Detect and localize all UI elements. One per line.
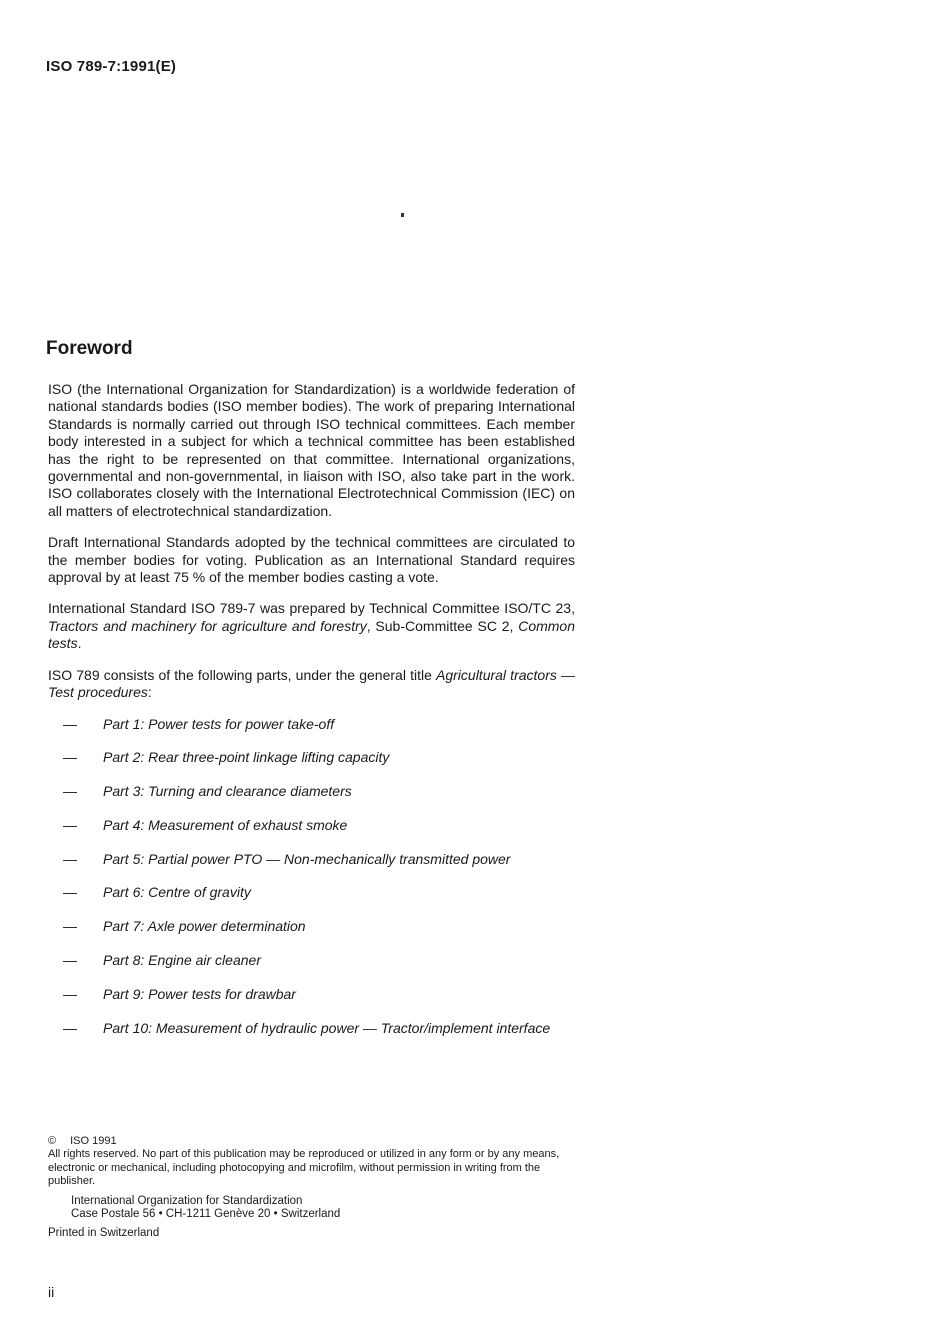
list-item — [48, 952, 575, 969]
part-title: Part 5: Partial power PTO — Non-mechanically transmitted power — [103, 850, 511, 867]
foreword-heading: Foreword — [46, 338, 133, 359]
dash-bullet: — — [63, 884, 77, 901]
series-general-title: Agricultural tractors — Test procedures — [48, 666, 576, 701]
copyright-block — [48, 1135, 578, 1241]
parts-list — [48, 716, 575, 1038]
sc-title: Common tests — [48, 617, 575, 652]
printed-in: Printed in Switzerland — [48, 1227, 160, 1240]
copyright-symbol: © — [48, 1135, 57, 1147]
part-title: Part 10: Measurement of hydraulic power — Tractor/implement interface — [103, 1019, 551, 1036]
list-item — [48, 817, 575, 834]
list-item — [48, 749, 575, 766]
part-title: Part 8: Engine air cleaner — [103, 952, 261, 969]
dash-bullet: — — [63, 952, 77, 969]
part-title: Part 1: Power tests for power take-off — [103, 715, 335, 732]
postal-address: Case Postale 56 • CH-1211 Genève 20 • Switzerland — [71, 1208, 341, 1221]
foreword-body — [48, 381, 575, 1053]
series-intro-text: ISO 789 consists of the following parts, under the general title — [48, 666, 437, 683]
dash-bullet: — — [63, 715, 77, 732]
list-item — [48, 1020, 575, 1037]
series-intro-end: : — [147, 684, 152, 701]
paragraph-draft-standards: Draft International Standards adopted by the technical committees are circulated to the member bodies for voting. Publication as an International Standard requires approval by at least 75 % of the member bodies casting a vote. — [48, 534, 575, 586]
publisher-address — [71, 1195, 578, 1222]
list-item — [48, 918, 575, 935]
part-title: Part 7: Axle power determination — [103, 918, 306, 935]
dash-bullet: — — [63, 1019, 77, 1036]
prepared-by-text-2: , Sub-Committee SC 2, — [366, 617, 519, 634]
part-title: Part 2: Rear three-point linkage lifting capacity — [103, 749, 390, 766]
dash-bullet: — — [63, 816, 77, 833]
publisher-name: International Organization for Standardization — [71, 1194, 303, 1207]
list-item — [48, 986, 575, 1003]
dash-bullet: — — [63, 918, 77, 935]
scan-mark — [401, 213, 404, 217]
list-item — [48, 851, 575, 868]
part-title: Part 3: Turning and clearance diameters — [103, 783, 352, 800]
dash-bullet: — — [63, 985, 77, 1002]
document-id: ISO 789-7:1991(E) — [46, 58, 177, 75]
dash-bullet: — — [63, 850, 77, 867]
paragraph-prepared-by — [48, 600, 575, 652]
list-item — [48, 716, 575, 733]
list-item — [48, 884, 575, 901]
page-number: ii — [48, 1284, 55, 1300]
part-title: Part 9: Power tests for drawbar — [103, 985, 296, 1002]
list-item — [48, 783, 575, 800]
part-title: Part 6: Centre of gravity — [103, 884, 251, 901]
copyright-line — [48, 1135, 578, 1148]
dash-bullet: — — [63, 783, 77, 800]
part-title: Part 4: Measurement of exhaust smoke — [103, 816, 348, 833]
rights-notice: All rights reserved. No part of this publication may be reproduced or utilized in any form or by any means, electronic or mechanical, including photocopying and microfilm, without permission in writing from the publisher. — [48, 1148, 560, 1188]
prepared-by-end: . — [77, 635, 82, 652]
copyright-holder: ISO 1991 — [70, 1135, 117, 1147]
dash-bullet: — — [63, 749, 77, 766]
prepared-by-text: International Standard ISO 789-7 was prepared by Technical Committee ISO/TC 23, — [48, 600, 575, 617]
paragraph-series-intro — [48, 667, 575, 702]
paragraph-iso-intro: ISO (the International Organization for Standardization) is a worldwide federation of national standards bodies (ISO member bodies). The work of preparing International Standards is normally carried out through ISO technical committees. Each member body interested in a subject for which a technical committee has been established has the right to be represented on that committee. International organizations, governmental and non-governmental, in liaison with ISO, also take part in the work. ISO collaborates closely with the International Electrotechnical Commission (IEC) on all matters of electrotechnical standardization. — [48, 381, 575, 519]
tc-title: Tractors and machinery for agriculture and forestry — [48, 617, 367, 634]
